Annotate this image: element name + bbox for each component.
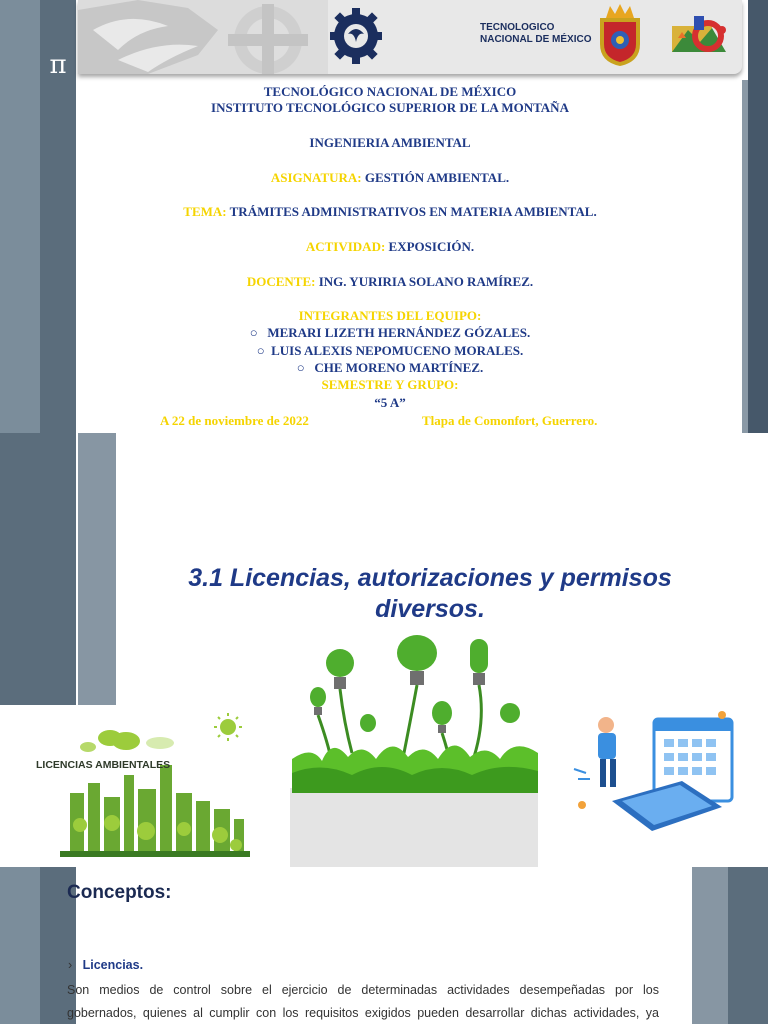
- member-name: LUIS ALEXIS NEPOMUCENO MORALES.: [271, 343, 524, 358]
- licenses-definition: [67, 979, 659, 1024]
- activity-value: EXPOSICIÓN.: [388, 239, 475, 254]
- green-city-illustration-icon: [0, 705, 282, 867]
- teacher-label: DOCENTE:: [246, 274, 316, 289]
- team-member: [90, 343, 690, 359]
- team-member: [90, 325, 690, 341]
- pi-icon: π: [49, 50, 67, 80]
- institution-line1: TECNOLÓGICO NACIONAL DE MÉXICO: [263, 84, 517, 99]
- person-laptop-calendar-illustration-icon: [572, 709, 742, 839]
- concepts-slide: [0, 867, 768, 1024]
- green-bulbs-grass-image: [292, 633, 538, 793]
- teacher-value: ING. YURIRIA SOLANO RAMÍREZ.: [318, 274, 534, 289]
- eagle-watermark-icon: [78, 0, 328, 74]
- member-name: MERARI LIZETH HERNÁNDEZ GÓZALES.: [267, 325, 531, 340]
- licenses-slide: [0, 433, 768, 867]
- institute-colorful-logo-icon: [668, 8, 730, 66]
- team-member: [90, 360, 690, 376]
- right-decor-strip: [748, 0, 768, 433]
- tecnm-logo-text: [480, 22, 592, 46]
- left-decor-strip: [0, 0, 40, 433]
- subject-value: GESTIÓN AMBIENTAL.: [364, 170, 510, 185]
- semester-value: “5 A”: [374, 395, 406, 410]
- guerrero-shield-logo-icon: [596, 4, 644, 68]
- activity-label: ACTIVIDAD:: [305, 239, 386, 254]
- member-bullet-icon: ○: [296, 360, 305, 375]
- member-bullet-icon: ○: [249, 325, 258, 340]
- tecnm-gear-logo-icon: [330, 2, 382, 70]
- topic-label: TEMA:: [183, 204, 227, 219]
- teacher-line: [90, 274, 690, 290]
- slide-title-line2: diversos.: [375, 595, 485, 623]
- logo-banner: [78, 0, 742, 74]
- licenses-bullet: [68, 958, 143, 972]
- career-name: INGENIERIA AMBIENTAL: [309, 135, 471, 150]
- institution-line2: INSTITUTO TECNOLÓGICO SUPERIOR DE LA MONTAÑA: [211, 100, 569, 115]
- environmental-licenses-caption: LICENCIAS AMBIENTALES: [36, 759, 171, 771]
- logo-text-line2: NACIONAL DE MÉXICO: [480, 34, 592, 45]
- subject-line: [90, 170, 690, 186]
- concepts-heading: Conceptos:: [67, 882, 172, 903]
- chevron-right-icon: ›: [68, 958, 73, 972]
- date-text: A 22 de noviembre de 2022: [160, 413, 309, 428]
- right-decor-strip-dark: [728, 867, 768, 1024]
- environmental-licenses-image: [0, 705, 282, 867]
- slide-title-line1: 3.1 Licencias, autorizaciones y permisos: [188, 564, 672, 592]
- subject-label: ASIGNATURA:: [270, 170, 362, 185]
- topic-line: [90, 204, 690, 220]
- member-name: CHE MORENO MARTÍNEZ.: [314, 360, 484, 375]
- cover-slide: [0, 0, 768, 433]
- bullet-label: Licencias.: [82, 958, 144, 972]
- topic-value: TRÁMITES ADMINISTRATIVOS EN MATERIA AMBIENTAL.: [229, 204, 597, 219]
- semester-label: SEMESTRE Y GRUPO:: [321, 377, 459, 392]
- team-label: INTEGRANTES DEL EQUIPO:: [298, 308, 482, 323]
- paragraph-line: gobernados, quienes al cumplir con los requisitos exigidos pueden desarrollar dichas actividades, ya: [67, 1006, 659, 1020]
- paragraph-line: Son medios de control sobre el ejercicio de determinadas actividades desempeñadas por los: [67, 983, 659, 997]
- left-decor-strip: [0, 867, 40, 1024]
- activity-line: [90, 239, 690, 255]
- institution-name: [120, 84, 660, 116]
- place-text: Tlapa de Comonfort, Guerrero.: [422, 413, 598, 428]
- right-decor-strip-light: [692, 867, 728, 1024]
- image-shadow-block: [290, 788, 538, 867]
- slide-title: [120, 563, 740, 625]
- member-bullet-icon: ○: [256, 343, 265, 358]
- logo-text-line1: TECNOLOGICO: [480, 22, 555, 33]
